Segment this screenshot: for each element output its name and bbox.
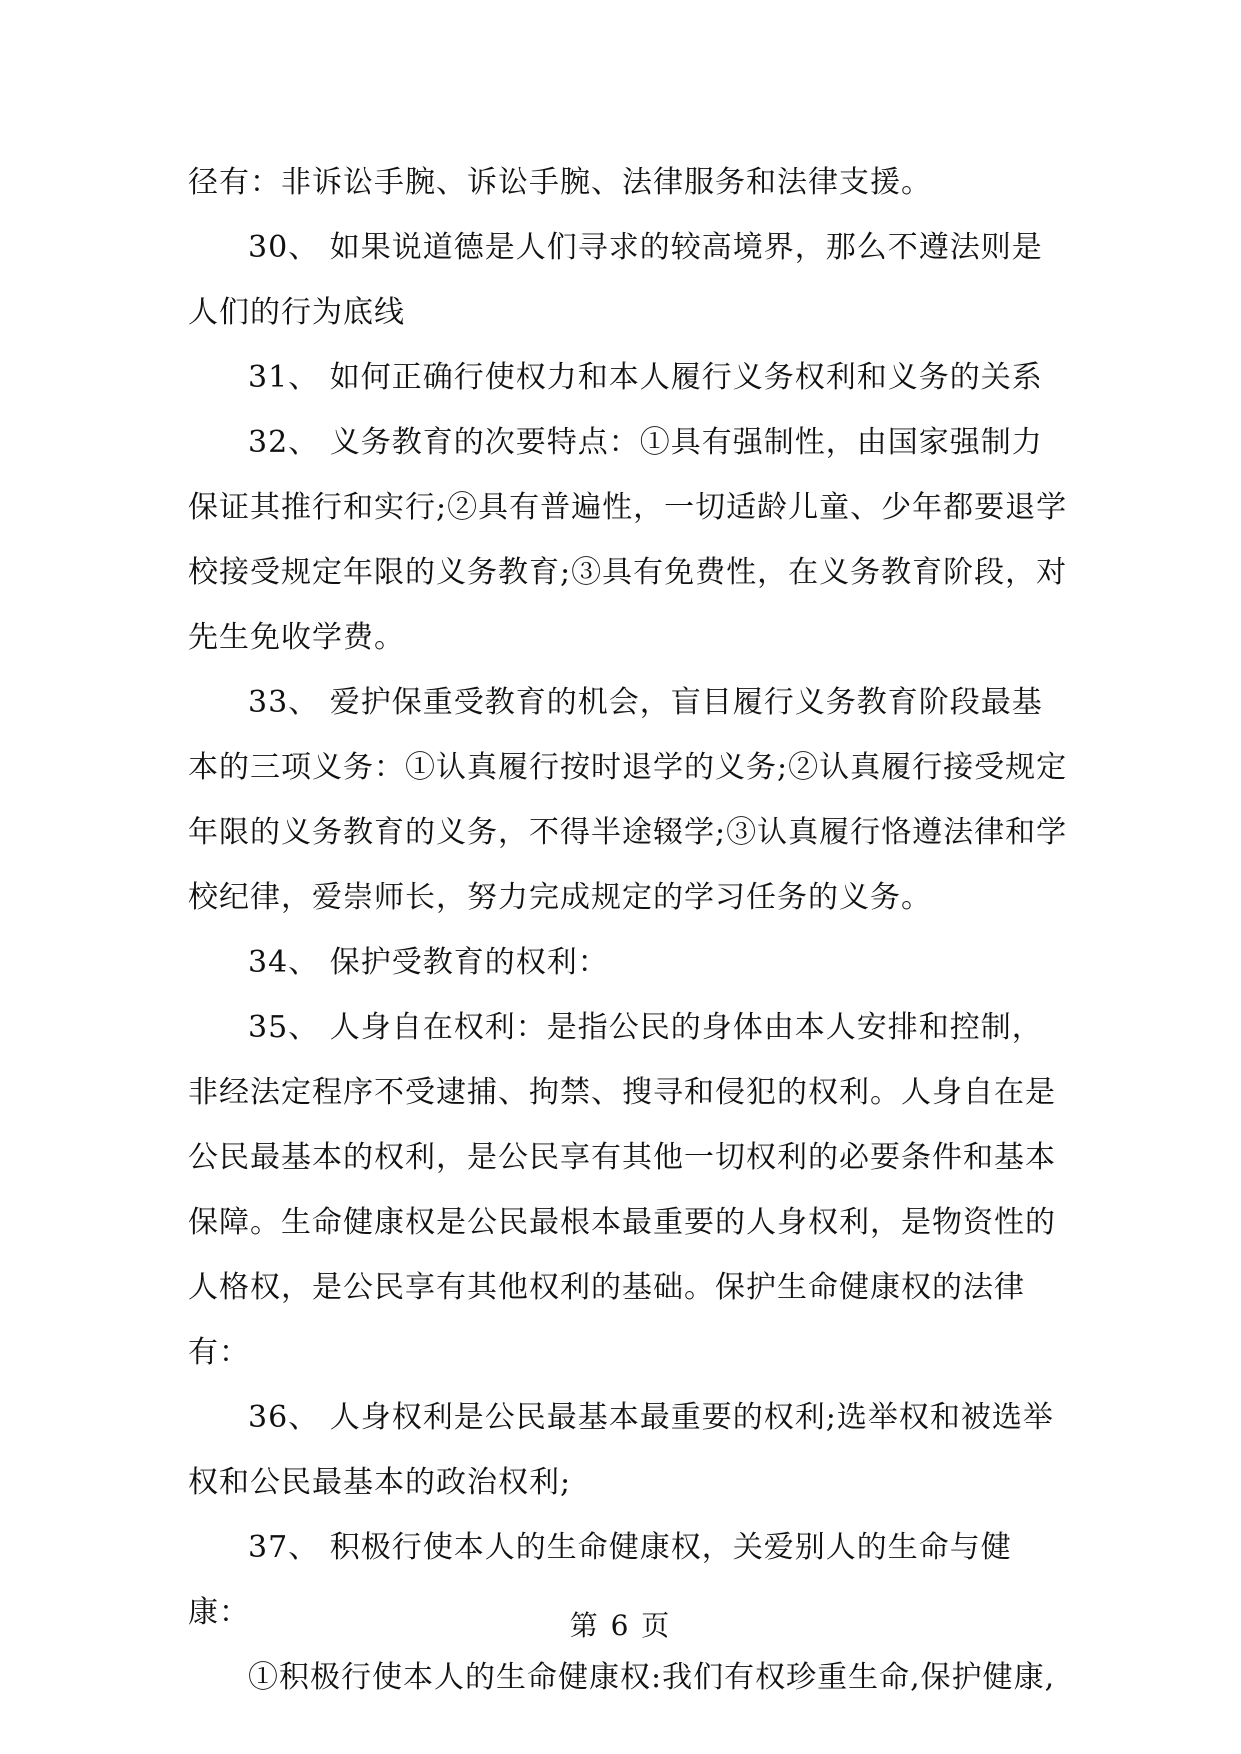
- paragraph-item-33: 33、 爱护保重受教育的机会，盲目履行义务教育阶段最基本的三项义务：①认真履行按时退学的义务;②认真履行接受规定年限的义务教育的义务，不得半途辍学;③认真履行恪遵法律和学校纪律，爱崇师长，努力完成规定的学习任务的义务。: [188, 685, 1068, 915]
- paragraph-item-31: 31、 如何正确行使权力和本人履行义务权利和义务的关系: [248, 360, 1043, 395]
- paragraph-item-32: 32、 义务教育的次要特点：①具有强制性，由国家强制力保证其推行和实行;②具有普遍性，一切适龄儿童、少年都要退学校接受规定年限的义务教育;③具有免费性，在义务教育阶段，对先生免收学费。: [188, 425, 1068, 655]
- paragraph-item-35: 35、 人身自在权利：是指公民的身体由本人安排和控制，非经法定程序不受逮捕、拘禁、搜寻和侵犯的权利。人身自在是公民最基本的权利，是公民享有其他一切权利的必要条件和基本保障。生命健康权是公民最根本最重要的人身权利，是物资性的人格权，是公民享有其他权利的基础。保护生命健康权的法律有：: [188, 1010, 1056, 1370]
- paragraph-item-30: 30、 如果说道德是人们寻求的较高境界，那么不遵法则是人们的行为底线: [188, 230, 1043, 330]
- page-number: 第 6 页: [569, 1609, 672, 1642]
- paragraph-item-37-sub-1: ①积极行使本人的生命健康权:我们有权珍重生命,保护健康,: [248, 1660, 1056, 1695]
- paragraph-continuation: 径有：非诉讼手腕、诉讼手腕、法律服务和法律支援。: [188, 165, 932, 200]
- page-body: [188, 150, 1070, 1710]
- paragraph-item-36: 36、 人身权利是公民最基本最重要的权利;选举权和被选举权和公民最基本的政治权利;: [188, 1400, 1054, 1500]
- paragraph-item-37: 37、 积极行使本人的生命健康权，关爱别人的生命与健康：: [188, 1530, 1012, 1630]
- paragraph-item-34: 34、 保护受教育的权利：: [248, 945, 609, 980]
